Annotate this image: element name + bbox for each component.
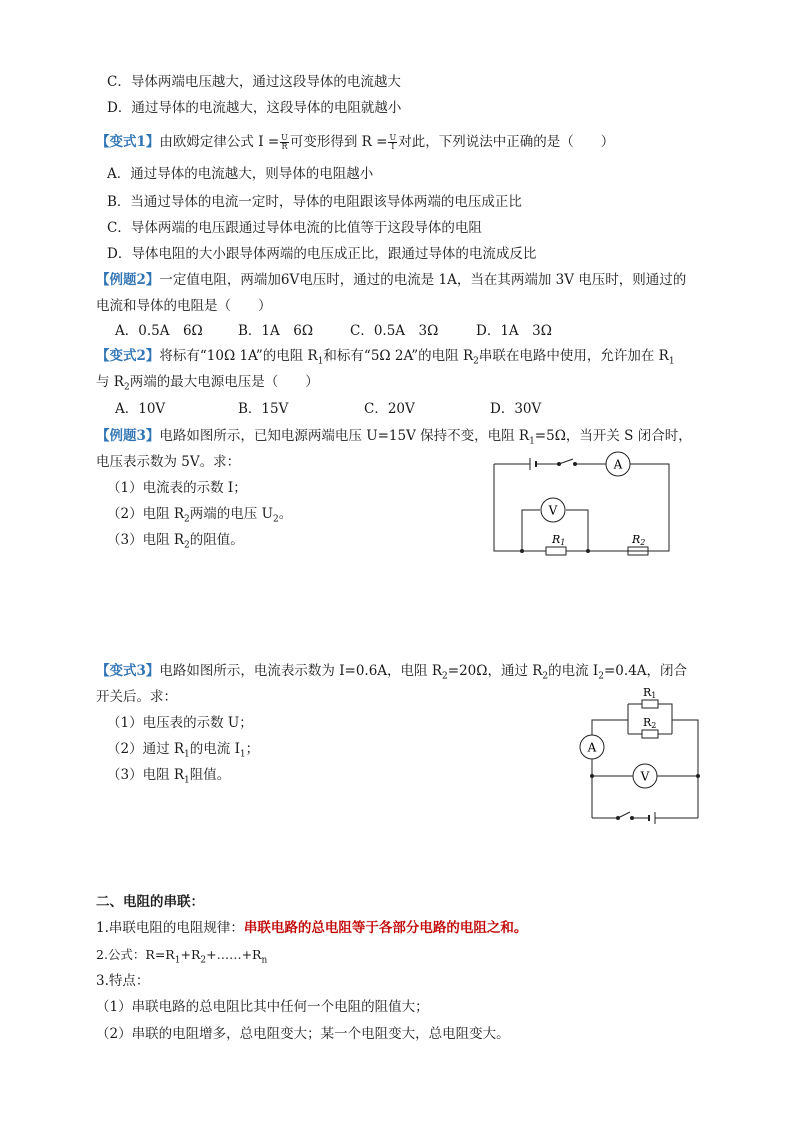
variant3-stem: 【变式3】电路如图所示，电流表示数为 I=0.6A，电阻 $R_2=20\Omega$，通过 $R_2$的电流 $I_2=0.4A$，闭合 [96,663,688,682]
junction-dot [590,774,594,778]
r2-label: R2 [643,716,657,730]
variant1-option-a: A．通过导体的电流越大，则导体的电阻越小 [107,166,374,182]
series-feature-1: （1）串联电路的总电阻比其中任何一个电阻的阻值大； [96,999,429,1015]
series-feature-2: （2）串联的电阻增多，总电阻变大；某一个电阻变大，总电阻变大。 [96,1026,510,1042]
ammeter-label: A [613,457,623,472]
ammeter-label: A [587,740,597,755]
switch-blade [559,459,573,464]
variant3-question-1: （1）电压表的示数 U； [107,715,253,731]
variant2-tag: 【变式2】 [96,348,160,364]
example2-option-a: A．0.5A 6Ω [115,323,203,339]
wire [566,510,588,551]
variant3-question-3: （3）电阻 $R_1$阻值。 [107,767,231,786]
voltmeter-label: V [640,769,650,784]
example3-question-3: （3）电阻 $R_2$的阻值。 [107,532,244,551]
variant2-stem-line2: 与 $R_2$两端的最大电源电压是（ ） [96,374,319,393]
wire [588,464,669,551]
resistor-r1 [642,700,658,708]
series-features-heading: 3.特点： [96,973,150,989]
wire [658,704,672,734]
example2-stem: 【例题2】一定值电阻，两端加6V电压时，通过的电流是 1A，当在其两端加 3V 电压时，则通过的 [96,272,687,288]
option-d-prev: D．通过导体的电流越大，这段导体的电阻就越小 [107,100,402,116]
variant1-tag: 【变式1】 [96,134,160,150]
example3-question-2: （2）电阻 $R_2$两端的电压 $U_2$。 [107,506,293,525]
variant3-question-2: （2）通过 $R_1$的电流 $I_1$； [107,741,260,760]
junction-dot [696,774,700,778]
variant2-option-b: B．15V [238,401,289,417]
variant2-option-c: C．20V [364,401,415,417]
voltmeter-label: V [548,503,558,518]
example2-stem-line2: 电流和导体的电阻是（ ） [96,298,272,314]
example3-tag: 【例题3】 [96,428,160,444]
junction-dot [586,549,590,553]
junction-dot [520,549,524,553]
series-rule-highlight: 串联电路的总电阻等于各部分电路的电阻之和。 [243,920,528,936]
fraction-u-over-i: $\frac{U}{I}$ [389,133,397,151]
example2-option-b: B．1A 6Ω [238,323,314,339]
r1-label: R1 [643,686,657,700]
series-formula: 2.公式：$R=R_1+R_2+\dots\dots+R_n$ [96,947,268,966]
example2-tag: 【例题2】 [96,272,160,288]
variant1-option-b: B．当通过导体的电流一定时，导体的电阻跟该导体两端的电压成正比 [107,194,522,210]
r2-label: R2 [632,533,646,547]
variant1-option-d: D．导体电阻的大小跟导体两端的电压成正比，跟通过导体的电流成反比 [107,246,537,262]
option-c-prev: C．导体两端电压越大，通过这段导体的电流越大 [107,74,401,90]
variant3-stem-line2: 开关后。求： [96,689,177,705]
variant1-option-c: C．导体两端的电压跟通过导体电流的比值等于这段导体的电阻 [107,220,482,236]
variant3-tag: 【变式3】 [96,663,160,679]
series-rule: 1.串联电阻的电阻规律：串联电路的总电阻等于各部分电路的电阻之和。 [96,920,528,936]
variant2-option-d: D．30V [490,401,542,417]
variant1-stem: 【变式1】由欧姆定律公式 I = $\frac{U}{R}$ 可变形得到 R = $\frac{U}{I}$ 对此，下列说法中正确的是（ ） [96,133,615,151]
example2-option-c: C．0.5A 3Ω [350,323,439,339]
wire [672,720,698,818]
example3-question-1: （1）电流表的示数 I； [107,480,247,496]
wire [592,720,628,735]
section-title: 二、电阻的串联： [96,894,204,910]
variant2-stem: 【变式2】将标有“10Ω 1A”的电阻 $R_1$和标有“5Ω 2A”的电阻 $R_2$串联在电路中使用，允许加在 $R_1$ [96,348,675,367]
fraction-u-over-r: $\frac{U}{R}$ [281,133,288,151]
example3-circuit-diagram [480,448,680,558]
variant3-circuit-diagram [575,682,710,827]
example3-stem-line2: 电压表示数为 5V。求： [96,454,241,470]
example2-option-d: D．1A 3Ω [476,323,552,339]
r1-label: R1 [552,533,566,547]
resistor-r1 [546,547,566,555]
wire [522,510,540,551]
switch-blade [618,812,630,818]
resistor-r2 [642,730,658,738]
example3-stem: 【例题3】电路如图所示，已知电源两端电压 U=15V 保持不变，电阻 $R_1=5\Omega$，当开关 S 闭合时， [96,428,692,447]
wire [494,464,546,551]
variant2-option-a: A．10V [115,401,166,417]
